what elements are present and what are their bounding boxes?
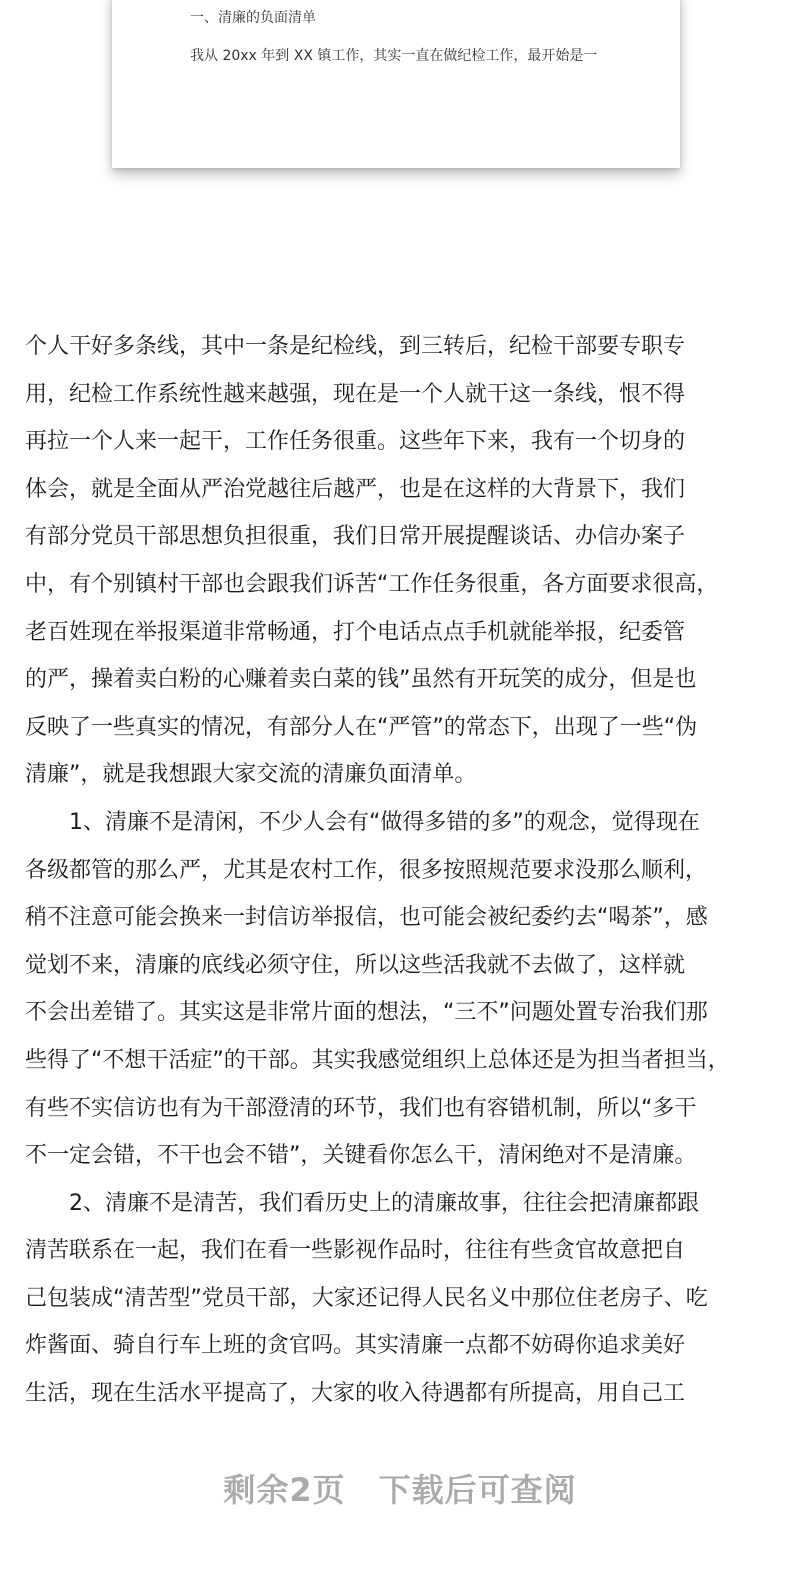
text-line: 己包装成“清苦型”党员干部，大家还记得人民名义中那位住老房子、吃 bbox=[25, 1285, 708, 1311]
remaining-pages-banner[interactable]: 剩余2页 下载后可查阅 bbox=[223, 1471, 577, 1509]
text-line: 体会，就是全面从严治党越往后越严，也是在这样的大背景下，我们 bbox=[25, 476, 686, 502]
text-line: 些得了“不想干活症”的干部。其实我感觉组织上总体还是为担当者担当， bbox=[25, 1047, 730, 1073]
text-line: 炸酱面、骑自行车上班的贪官吗。其实清廉一点都不妨碍你追求美好 bbox=[25, 1333, 686, 1359]
text-line: 反映了一些真实的情况，有部分人在“严管”的常态下，出现了一些“伪 bbox=[25, 714, 698, 740]
preview-first-line: 我从 20xx 年到 XX 镇工作，其实一直在做纪检工作，最开始是一 bbox=[190, 48, 598, 64]
text-line: 清廉”，就是我想跟大家交流的清廉负面清单。 bbox=[25, 762, 477, 788]
text-line: 觉划不来，清廉的底线必须守住，所以这些活我就不去做了，这样就 bbox=[25, 952, 686, 978]
text-line: 1、清廉不是清闲，不少人会有“做得多错的多”的观念，觉得现在 bbox=[25, 809, 700, 835]
text-line: 中，有个别镇村干部也会跟我们诉苦“工作任务很重，各方面要求很高， bbox=[25, 571, 719, 597]
text-line: 个人干好多条线，其中一条是纪检线，到三转后，纪检干部要专职专 bbox=[25, 334, 686, 359]
text-line: 老百姓现在举报渠道非常畅通，打个电话点点手机就能举报，纪委管 bbox=[25, 619, 686, 645]
text-line: 清苦联系在一起，我们在看一些影视作品时，往往有些贪官故意把自 bbox=[25, 1238, 686, 1264]
document-body bbox=[25, 323, 777, 1418]
text-line: 不会出差错了。其实这是非常片面的想法，“三不”问题处置专治我们那 bbox=[25, 1000, 708, 1026]
text-line: 有部分党员干部思想负担很重，我们日常开展提醒谈话、办信办案子 bbox=[25, 524, 686, 550]
text-line: 再拉一个人来一起干，工作任务很重。这些年下来，我有一个切身的 bbox=[25, 429, 686, 455]
text-line: 的严，操着卖白粉的心赚着卖白菜的钱”虽然有开玩笑的成分，但是也 bbox=[25, 667, 697, 693]
text-line: 稍不注意可能会换来一封信访举报信，也可能会被纪委约去“喝茶”，感 bbox=[25, 905, 708, 931]
text-line: 用，纪检工作系统性越来越强，现在是一个人就干这一条线，恨不得 bbox=[25, 381, 686, 407]
text-line: 生活，现在生活水平提高了，大家的收入待遇都有所提高，用自己工 bbox=[25, 1381, 686, 1407]
document-preview-card bbox=[112, 0, 680, 168]
preview-heading: 一、清廉的负面清单 bbox=[190, 10, 316, 26]
text-line: 各级都管的那么严，尤其是农村工作，很多按照规范要求没那么顺利， bbox=[25, 857, 708, 883]
text-line: 不一定会错，不干也会不错”，关键看你怎么干，清闲绝对不是清廉。 bbox=[25, 1143, 697, 1169]
text-line: 2、清廉不是清苦，我们看历史上的清廉故事，往往会把清廉都跟 bbox=[25, 1190, 699, 1216]
text-line: 有些不实信访也有为干部澄清的环节，我们也有容错机制，所以“多干 bbox=[25, 1095, 697, 1121]
